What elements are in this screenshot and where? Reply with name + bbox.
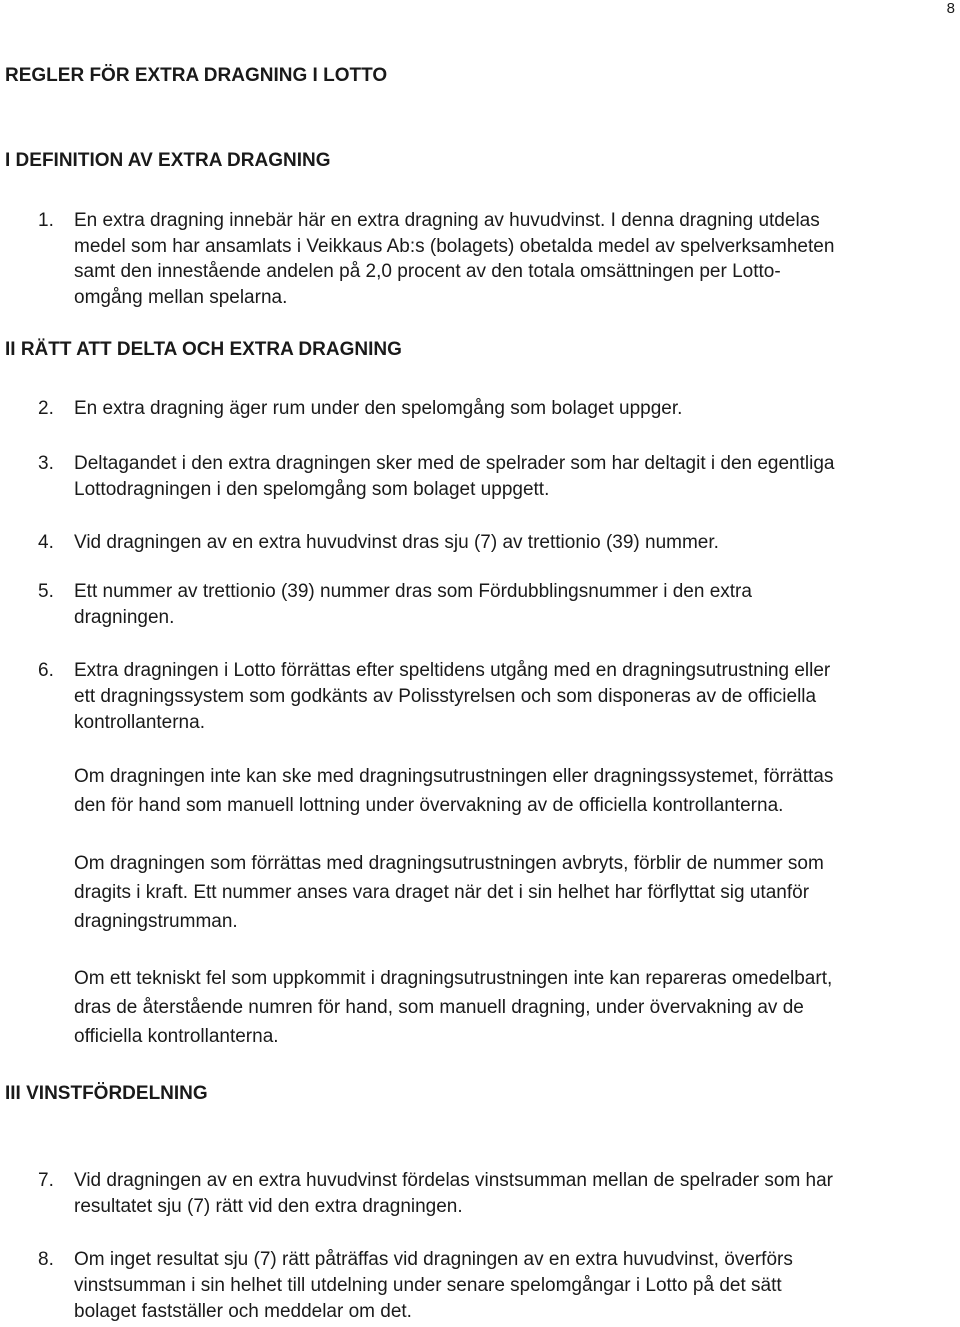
text-line: omgång mellan spelarna. [74, 286, 288, 308]
text-line: Om dragningen inte kan ske med dragningsutrustningen eller dragningssystemet, förrättas [74, 766, 834, 787]
item-text [74, 1247, 958, 1325]
text-line: officiella kontrollanterna. [74, 1026, 279, 1047]
page-number: 8 [946, 0, 955, 17]
item-number: 6. [38, 660, 54, 681]
item-text [74, 658, 958, 736]
text-line: Vid dragningen av en extra huvudvinst dras sju (7) av trettionio (39) nummer. [74, 532, 719, 553]
item-text [74, 1168, 958, 1220]
text-line: En extra dragning innebär här en extra dragning av huvudvinst. I denna dragning utdelas [74, 210, 820, 231]
text-line: den för hand som manuell lottning under övervakning av de officiella kontrollanterna. [74, 795, 784, 816]
text-line: dragits i kraft. Ett nummer anses vara draget när det i sin helhet har förflyttat sig utanför [74, 882, 810, 903]
item-text [74, 208, 958, 310]
paragraph [74, 762, 958, 820]
item-number: 7. [38, 1170, 54, 1191]
item-text [74, 579, 958, 630]
paragraph [74, 849, 958, 936]
text-line: samt den innestående andelen på 2,0 procent av den totala omsättningen per Lotto- [74, 261, 781, 282]
document-title: REGLER FÖR EXTRA DRAGNING I LOTTO [5, 65, 388, 86]
text-line: bolaget fastställer och meddelar om det. [74, 1301, 412, 1322]
text-line: Om ett tekniskt fel som uppkommit i dragningsutrustningen inte kan repareras omedelbart, [74, 968, 833, 989]
paragraph [74, 964, 958, 1051]
text-line: Extra dragningen i Lotto förrättas efter speltidens utgång med en dragningsutrustning eller [74, 660, 831, 681]
item-text [74, 530, 958, 556]
text-line: En extra dragning äger rum under den spelomgång som bolaget uppger. [74, 398, 683, 419]
item-number: 4. [38, 532, 54, 553]
text-line: medel som har ansamlats i Veikkaus Ab:s (bolagets) obetalda medel av spelverksamheten [74, 235, 835, 257]
text-line: vinstsumman i sin helhet till utdelning under senare spelomgångar i Lotto på det sätt [74, 1275, 782, 1296]
text-line: ett dragningssystem som godkänts av Polisstyrelsen och som disponeras av de officiella [74, 686, 817, 707]
item-text [74, 451, 958, 502]
text-line: Lottodragningen i den spelomgång som bolaget uppgett. [74, 478, 550, 500]
text-line: Vid dragningen av en extra huvudvinst fördelas vinstsumman mellan de spelrader som har [74, 1170, 834, 1191]
text-line: Om inget resultat sju (7) rätt påträffas vid dragningen av en extra huvudvinst, överförs [74, 1249, 793, 1270]
section-1-heading: I DEFINITION AV EXTRA DRAGNING [5, 150, 331, 171]
item-text [74, 396, 958, 422]
item-number: 8. [38, 1249, 54, 1270]
text-line: kontrollanterna. [74, 712, 205, 733]
item-number: 1. [38, 210, 54, 231]
section-2-heading: II RÄTT ATT DELTA OCH EXTRA DRAGNING [5, 339, 402, 360]
item-number: 3. [38, 453, 54, 474]
text-line: Om dragningen som förrättas med dragningsutrustningen avbryts, förblir de nummer som [74, 853, 824, 874]
text-line: dragningstrumman. [74, 911, 238, 932]
text-line: dragningen. [74, 606, 175, 628]
text-line: dras de återstående numren för hand, som manuell dragning, under övervakning av de [74, 997, 804, 1018]
item-number: 2. [38, 398, 54, 419]
text-line: resultatet sju (7) rätt vid den extra dragningen. [74, 1196, 463, 1217]
text-line: Deltagandet i den extra dragningen sker med de spelrader som har deltagit i den egentliga [74, 453, 835, 474]
item-number: 5. [38, 581, 54, 602]
text-line: Ett nummer av trettionio (39) nummer dras som Fördubblingsnummer i den extra [74, 581, 752, 602]
section-3-heading: III VINSTFÖRDELNING [5, 1083, 208, 1104]
